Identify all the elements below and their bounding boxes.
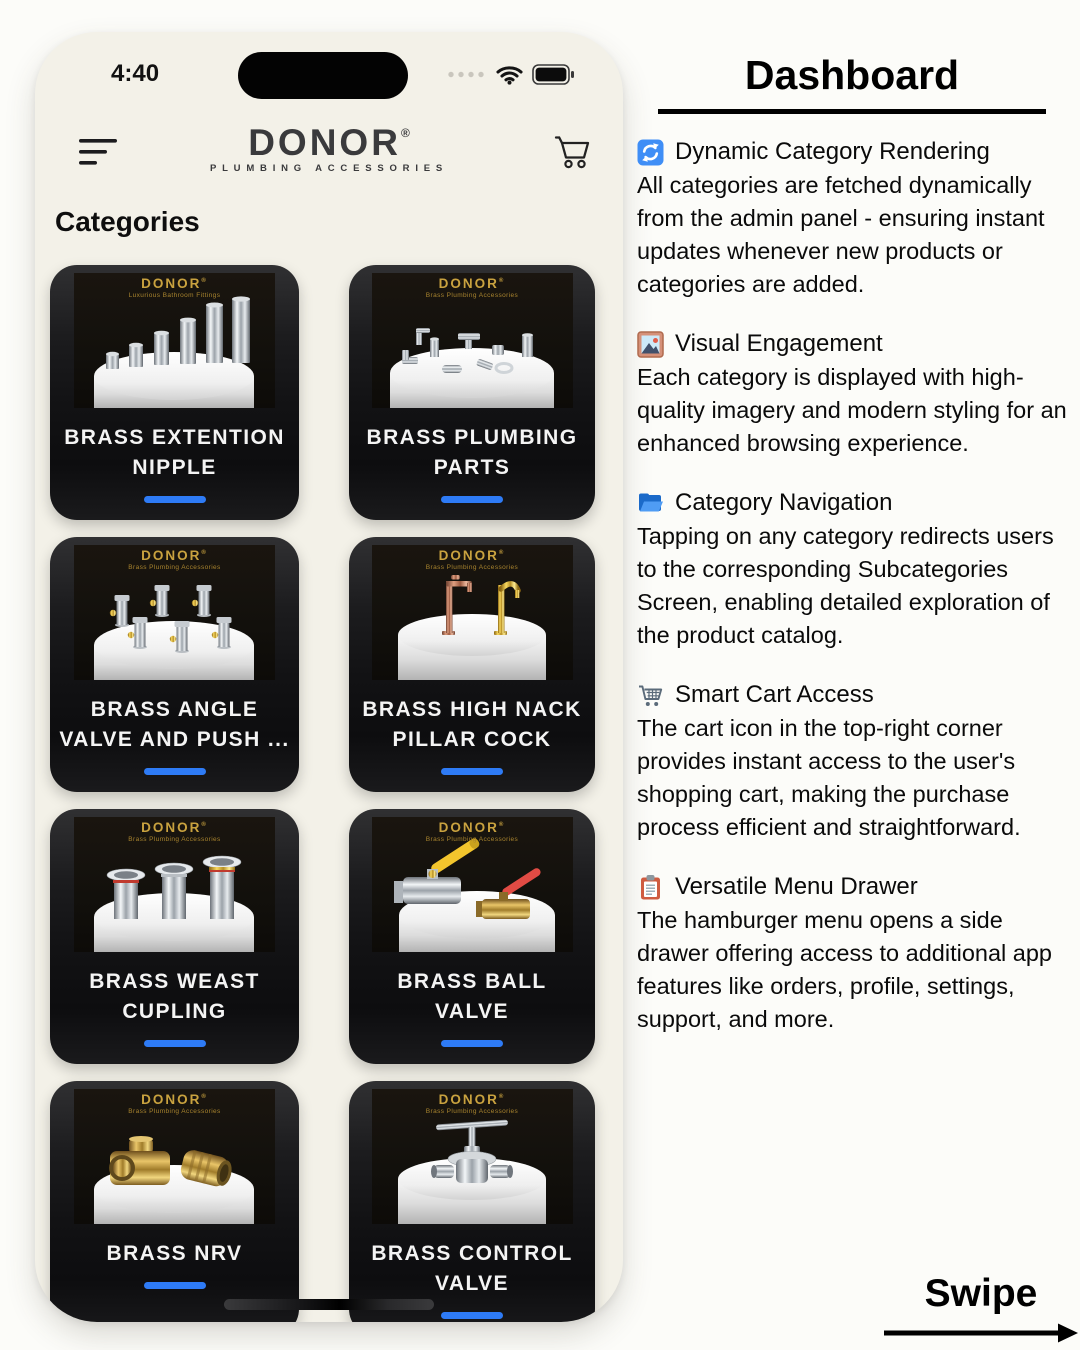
status-icons <box>447 64 575 85</box>
category-title: BRASS CONTROL VALVE <box>371 1242 573 1295</box>
category-card-brass-nrv[interactable] <box>50 1081 299 1322</box>
dashboard-underline <box>658 109 1046 114</box>
section-smart-cart-access <box>637 681 1067 844</box>
section-heading: Smart Cart Access <box>675 681 874 708</box>
page-title: Categories <box>55 206 200 237</box>
card-brand-logo: DONOR® Brass Plumbing Accessories <box>128 1092 221 1115</box>
category-image <box>74 273 275 408</box>
wifi-icon <box>496 65 523 85</box>
swipe-hint <box>882 1272 1080 1346</box>
section-body: All categories are fetched dynamically from the admin panel - ensuring instant updates whenever new products or categories are added. <box>637 172 1045 297</box>
category-title: BRASS BALL VALVE <box>397 970 547 1023</box>
card-brand-logo: DONOR® Brass Plumbing Accessories <box>128 820 221 843</box>
section-body: The cart icon in the top-right corner provides instant access to the user's shopping cart, making the purchase process efficient and straightforward. <box>637 715 1021 840</box>
signal-dots-icon <box>447 70 487 79</box>
category-accent-bar <box>441 1312 503 1319</box>
category-image <box>372 817 573 952</box>
category-accent-bar <box>144 1282 206 1289</box>
category-title: BRASS HIGH NACK PILLAR COCK <box>362 698 582 751</box>
section-dynamic-category-rendering <box>637 138 1067 301</box>
category-title: BRASS EXTENTION NIPPLE <box>64 426 285 479</box>
category-image <box>372 273 573 408</box>
category-accent-bar <box>441 496 503 503</box>
category-card-brass-high-nack-pillar-cock[interactable] <box>349 537 595 792</box>
section-heading: Versatile Menu Drawer <box>675 873 918 900</box>
category-image <box>372 1089 573 1224</box>
category-accent-bar <box>144 496 206 503</box>
category-card-brass-ball-valve[interactable] <box>349 809 595 1064</box>
section-body: Tapping on any category redirects users to the corresponding Subcategories Screen, enabling detailed exploration of the product catalog. <box>637 523 1054 648</box>
category-image <box>74 817 275 952</box>
cart-icon <box>551 132 595 172</box>
refresh-icon <box>637 139 664 166</box>
section-versatile-menu-drawer <box>637 873 1067 1036</box>
dynamic-island <box>238 52 408 99</box>
picture-icon <box>637 331 664 358</box>
section-heading: Category Navigation <box>675 489 893 516</box>
card-brand-logo: DONOR® Brass Plumbing Accessories <box>425 276 519 299</box>
category-image <box>74 545 275 680</box>
categories-grid <box>50 265 595 1322</box>
clipboard-icon <box>637 874 664 901</box>
dashboard-notes <box>637 52 1067 1065</box>
cart-button[interactable] <box>551 132 595 172</box>
category-image <box>372 545 573 680</box>
category-accent-bar <box>144 768 206 775</box>
section-heading: Visual Engagement <box>675 330 883 357</box>
category-title: BRASS ANGLE VALVE AND PUSH ... <box>59 698 290 751</box>
brand-name: DONOR® <box>248 122 410 163</box>
card-brand-logo: DONOR® Luxurious Bathroom Fittings <box>128 276 221 299</box>
category-card-brass-weast-cupling[interactable] <box>50 809 299 1064</box>
category-accent-bar <box>144 1040 206 1047</box>
card-brand-logo: DONOR® Brass Plumbing Accessories <box>425 548 519 571</box>
section-heading: Dynamic Category Rendering <box>675 138 990 165</box>
category-card-brass-plumbing-parts[interactable] <box>349 265 595 520</box>
home-indicator[interactable] <box>224 1299 434 1310</box>
category-image <box>74 1089 275 1224</box>
category-accent-bar <box>441 1040 503 1047</box>
battery-icon <box>532 64 575 85</box>
category-title: BRASS PLUMBING PARTS <box>366 426 578 479</box>
section-category-navigation <box>637 489 1067 652</box>
brand-tagline: PLUMBING ACCESSORIES <box>209 163 449 174</box>
swipe-label: Swipe <box>924 1272 1038 1315</box>
dashboard-title: Dashboard <box>744 52 960 98</box>
phone-frame <box>35 32 623 1322</box>
category-accent-bar <box>441 768 503 775</box>
category-title: BRASS NRV <box>106 1242 243 1265</box>
swipe-arrow-icon <box>882 1320 1080 1346</box>
card-brand-logo: DONOR® Brass Plumbing Accessories <box>425 1092 519 1115</box>
registered-mark: ® <box>400 126 410 140</box>
card-brand-logo: DONOR® Brass Plumbing Accessories <box>425 820 519 843</box>
brand-logo <box>35 124 623 174</box>
section-visual-engagement <box>637 330 1067 460</box>
category-card-brass-control-valve[interactable] <box>349 1081 595 1322</box>
section-body: The hamburger menu opens a side drawer offering access to additional app features like orders, profile, settings, support, and more. <box>637 907 1052 1032</box>
status-time: 4:40 <box>111 60 160 87</box>
cart-emoji-icon <box>637 682 664 709</box>
card-brand-logo: DONOR® Brass Plumbing Accessories <box>128 548 221 571</box>
category-title: BRASS WEAST CUPLING <box>89 970 260 1023</box>
section-body: Each category is displayed with high-quality imagery and modern styling for an enhanced browsing experience. <box>637 364 1067 456</box>
folder-icon <box>637 490 664 517</box>
category-card-brass-extention-nipple[interactable] <box>50 265 299 520</box>
category-card-brass-angle-valve[interactable] <box>50 537 299 792</box>
